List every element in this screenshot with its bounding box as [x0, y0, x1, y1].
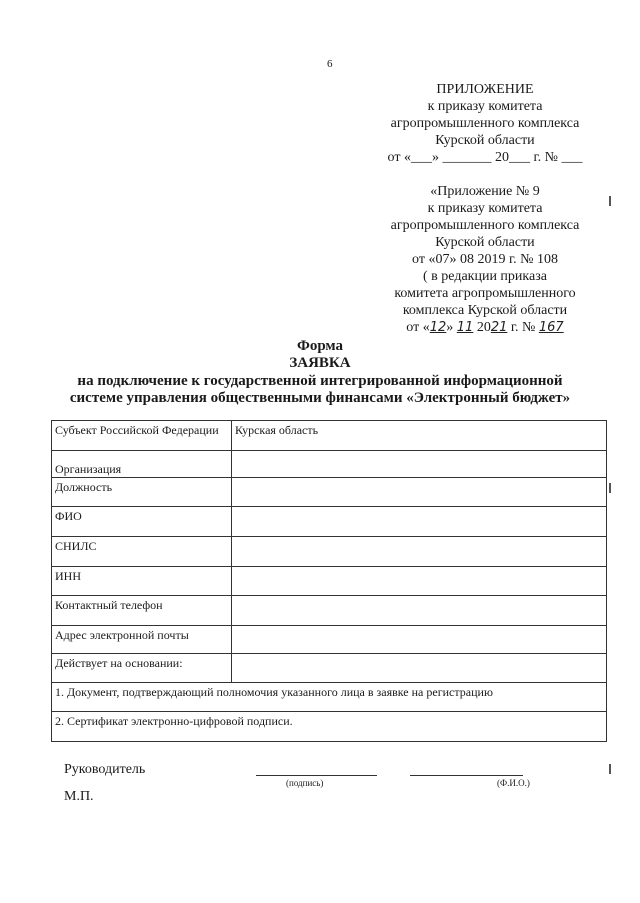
handwritten-month: 11 [456, 320, 474, 335]
table-row [52, 451, 607, 478]
handwritten-number: 167 [538, 320, 564, 335]
row-label-phone: Контактный телефон [52, 596, 232, 626]
row-value-snils [232, 537, 607, 567]
appendix-line: к приказу комитета [427, 99, 543, 114]
appendix-line: агропромышленного комплекса [390, 116, 580, 131]
row-label-organization: Организация [52, 451, 232, 478]
row-label-email: Адрес электронной почты [52, 626, 232, 654]
margin-mark [609, 764, 611, 774]
row-value-basis [232, 654, 607, 683]
table-row [52, 712, 607, 742]
name-line [410, 775, 523, 776]
handwritten-day: 12 [429, 320, 447, 335]
signature-line [256, 775, 377, 776]
row-label-snils: СНИЛС [52, 537, 232, 567]
table-row [52, 478, 607, 507]
row-label-subject: Субъект Российской Федерации [52, 421, 232, 451]
row-value-inn [232, 567, 607, 596]
prev-appendix-line: ( в редакции приказа [423, 269, 547, 284]
prev-appendix-line: к приказу комитета [427, 201, 543, 216]
row-label-inn: ИНН [52, 567, 232, 596]
date-prefix: от « [406, 320, 430, 335]
row-label-position: Должность [52, 478, 232, 507]
handwritten-year: 21 [490, 320, 508, 335]
name-caption: (Ф.И.О.) [497, 778, 530, 788]
prev-appendix-line: комплекса Курской области [402, 303, 568, 318]
signature-caption: (подпись) [286, 778, 324, 788]
table-row [52, 683, 607, 712]
row-value-email [232, 626, 607, 654]
prev-appendix-line: «Приложение № 9 [430, 184, 540, 199]
prev-appendix-line: агропромышленного комплекса [390, 218, 580, 233]
form-label: Форма [296, 338, 344, 354]
table-row [52, 567, 607, 596]
appendix-line: от «___» _______ 20___ г. № ___ [387, 150, 583, 165]
form-subtitle-2: системе управления общественными финансами «Электронный бюджет» [69, 390, 571, 406]
table-row [52, 654, 607, 683]
number-prefix: г. № [507, 320, 539, 335]
row-value-organization [232, 451, 607, 478]
form-subtitle-1: на подключение к государственной интегрированной информационной [77, 373, 563, 389]
application-table [51, 420, 607, 742]
margin-mark [609, 483, 611, 493]
row-value-position [232, 478, 607, 507]
table-row [52, 537, 607, 567]
row-label-basis: Действует на основании: [52, 654, 232, 683]
prev-appendix-line: от «07» 08 2019 г. № 108 [412, 252, 558, 267]
row-value-fio [232, 507, 607, 537]
stamp-label: М.П. [64, 789, 94, 804]
row-value-phone [232, 596, 607, 626]
prev-appendix-line: Курской области [435, 235, 535, 250]
head-label: Руководитель [64, 762, 146, 777]
table-row [52, 596, 607, 626]
prev-appendix-line: комитета агропромышленного [394, 286, 576, 301]
document-item-authority: 1. Документ, подтверждающий полномочия указанного лица в заявке на регистрацию [52, 683, 607, 712]
year-prefix: 20 [473, 320, 491, 335]
document-item-certificate: 2. Сертификат электронно-цифровой подписи. [52, 712, 607, 742]
date-mid: » [446, 320, 457, 335]
appendix-header [370, 81, 600, 166]
table-row [52, 626, 607, 654]
table-row [52, 421, 607, 451]
margin-mark [609, 196, 611, 206]
row-value-subject: Курская область [232, 421, 607, 451]
table-row [52, 507, 607, 537]
appendix-title: ПРИЛОЖЕНИЕ [436, 82, 534, 97]
form-title: ЗАЯВКА [289, 355, 351, 371]
appendix-line: Курской области [435, 133, 535, 148]
previous-appendix-header [370, 183, 600, 336]
row-label-fio: ФИО [52, 507, 232, 537]
page-number: 6 [327, 58, 333, 70]
prev-appendix-date-line [370, 319, 600, 336]
